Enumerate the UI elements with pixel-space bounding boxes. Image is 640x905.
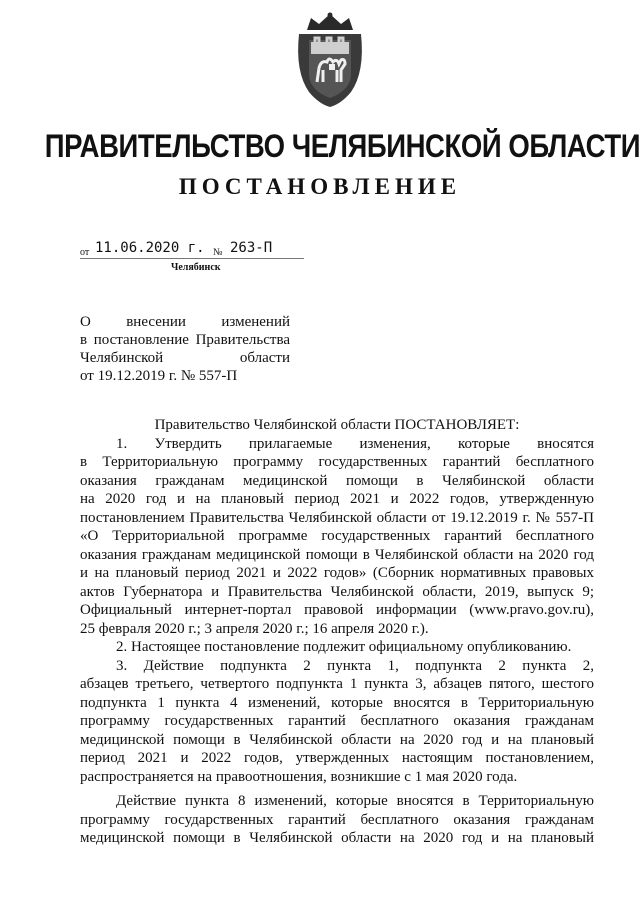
text-line: оказания гражданам медицинской помощи в Челябинской области bbox=[80, 472, 594, 489]
date-underline bbox=[80, 258, 304, 259]
text-line: постановлением Правительства Челябинской области от 19.12.2019 г. № 557-П bbox=[80, 509, 594, 526]
text-line: «О Территориальной программе государственных гарантий бесплатного bbox=[80, 528, 594, 544]
text-line: подпункта 1 пункта 4 изменений, которые вносятся в Территориальную bbox=[80, 694, 594, 711]
text-line: медицинской помощи в Челябинской области на 2020 год и на плановый bbox=[80, 731, 594, 748]
text-line: актов Губернатора и Правительства Челябинской области, 2019, выпуск 9; bbox=[80, 583, 594, 600]
text-line: оказания гражданам медицинской помощи в Челябинской области на 2020 год bbox=[80, 546, 594, 563]
text-line: программу государственных гарантий бесплатного оказания гражданам bbox=[80, 713, 594, 729]
document-date: 11.06.2020 г. bbox=[95, 240, 205, 256]
subject-line: О внесении изменений bbox=[80, 314, 290, 330]
date-number-line bbox=[80, 240, 304, 260]
text-line: 25 февраля 2020 г.; 3 апреля 2020 г.; 16 апреля 2020 г.). bbox=[80, 620, 429, 637]
text-line: в Территориальную программу государственных гарантий бесплатного bbox=[80, 454, 594, 470]
subject-line: в постановление Правительства bbox=[80, 332, 290, 348]
number-label: № bbox=[213, 247, 223, 258]
paragraph-4 bbox=[80, 792, 594, 848]
text-line: 3. Действие подпункта 2 пункта 1, подпункта 2 пункта 2, bbox=[116, 657, 594, 674]
document-subject bbox=[80, 313, 290, 385]
text-line: Официальный интернет-портал правовой информации (www.pravo.gov.ru), bbox=[80, 602, 594, 618]
document-number: 263-П bbox=[230, 240, 273, 256]
paragraph-2: 2. Настоящее постановление подлежит официальному опубликованию. bbox=[116, 639, 572, 655]
text-line: на 2020 год и на плановый период 2021 и 2022 годов, утвержденную bbox=[80, 491, 594, 507]
subject-line: Челябинской области bbox=[80, 350, 290, 366]
paragraph-1 bbox=[80, 435, 594, 639]
text-line: программу государственных гарантий бесплатного оказания гражданам bbox=[80, 811, 594, 828]
text-line: Действие пункта 8 изменений, которые вносятся в Территориальную bbox=[116, 793, 594, 809]
document-type: ПОСТАНОВЛЕНИЕ bbox=[178, 174, 462, 199]
document-body bbox=[80, 416, 594, 848]
text-line: период 2021 и 2022 годов, утвержденных настоящим постановлением, bbox=[80, 750, 594, 766]
from-label: от bbox=[80, 247, 90, 258]
government-title: ПРАВИТЕЛЬСТВО ЧЕЛЯБИНСКОЙ ОБЛАСТИ bbox=[44, 128, 640, 164]
coat-of-arms-emblem bbox=[293, 12, 367, 108]
paragraph-3 bbox=[80, 657, 594, 787]
text-line: 1. Утвердить прилагаемые изменения, которые вносятся bbox=[116, 435, 594, 452]
city-label: Челябинск bbox=[171, 262, 221, 273]
text-line: распространяется на правоотношения, возникшие с 1 мая 2020 года. bbox=[80, 768, 518, 785]
subject-line: от 19.12.2019 г. № 557-П bbox=[80, 368, 238, 384]
text-line: медицинской помощи в Челябинской области на 2020 год и на плановый bbox=[80, 830, 594, 846]
text-line: и на плановый период 2021 и 2022 годов» (Сборник нормативных правовых bbox=[80, 565, 594, 581]
intro-paragraph: Правительство Челябинской области ПОСТАНОВЛЯЕТ: bbox=[154, 417, 520, 433]
text-line: абзацев третьего, четвертого подпункта 1 пункта 3, абзацев пятого, шестого bbox=[80, 676, 594, 692]
